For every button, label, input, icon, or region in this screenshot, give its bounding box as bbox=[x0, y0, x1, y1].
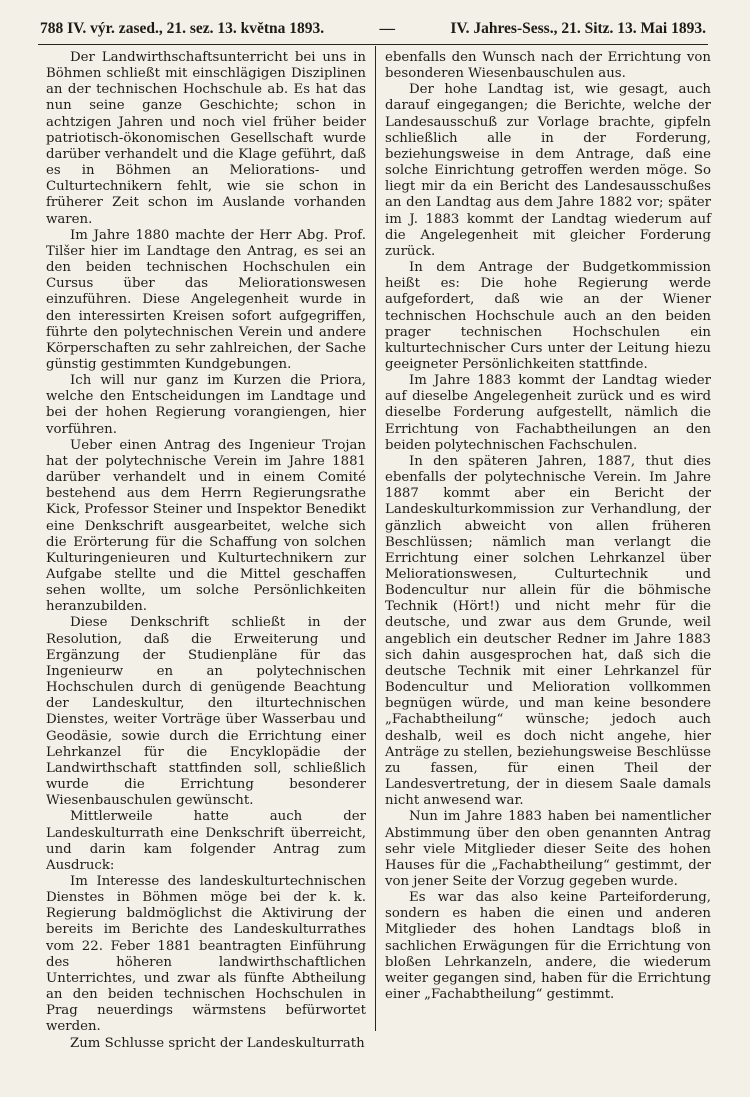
paragraph: Ich will nur ganz im Kurzen die Priora, welche den Entscheidungen im Landtage und bei der hohen Regierung vorangiengen, hier vorführen. bbox=[46, 373, 366, 437]
header-czech: 788 IV. výr. zased., 21. sez. 13. května 1893. bbox=[40, 20, 325, 37]
paragraph: Im Interesse des landeskulturtechnischen Dienstes in Böhmen möge bei der k. k. Regierung baldmöglichst die Aktivirung der bereits im Berichte des Landeskulturrathes vom 22. Feber 1881 beantragten Einführung des höheren landwirthschaftlichen Unterrichtes, und zwar als fünfte Abtheilung an den beiden technischen Hochschulen in Prag neuerdings wärmstens befürwortet werden. bbox=[46, 873, 366, 1035]
paragraph: In den späteren Jahren, 1887, thut dies ebenfalls der polytechnische Verein. Im Jahre 1887 kommt aber ein Bericht der Landeskulturkommission zur Verhandlung, der gänzlich abweicht von allen früheren Beschlüssen; nämlich man verlangt die Errichtung einer solchen Lehrkanzel über Meliorationswesen, Culturtechnik und Bodencultur nur allein für die böhmische Technik (Hört!) und nicht mehr für die deutsche, und zwar aus dem Grunde, weil angeblich ein deutscher Redner im Jahre 1883 sich dahin ausgesprochen hat, daß sich die deutsche Technik mit einer Lehrkanzel für Bodencultur und Melioration vollkommen begnügen würde, und man keine besondere „Fachabtheilung“ wünsche; jedoch auch deshalb, weil es doch nicht angehe, hier Anträge zu stellen, beziehungsweise Beschlüsse zu fassen, für einen Theil der Landesvertretung, der in diesem Saale damals nicht anwesend war. bbox=[385, 453, 711, 809]
right-column bbox=[385, 50, 711, 1003]
header-rule bbox=[38, 44, 708, 45]
paragraph: Zum Schlusse spricht der Landeskulturrath bbox=[70, 1035, 365, 1051]
header-separator: — bbox=[379, 20, 396, 37]
paragraph: Der Landwirthschaftsunterricht bei uns in Böhmen schließt mit einschlägigen Disziplinen an der technischen Hochschule ab. Es hat das nun seine ganze Geschichte; schon in achtzigen Jahren und noch viel früher beider patriotisch-ökonomischen Gesellschaft wurde darüber verhandelt und die Klage geführt, daß es in Böhmen an Meliorations- und Culturtechnikern fehlt, wie sie schon in früherer Zeit schon im Auslande vorhanden waren. bbox=[46, 50, 366, 227]
header-german: IV. Jahres-Sess., 21. Sitz. 13. Mai 1893. bbox=[450, 20, 706, 37]
paragraph: Nun im Jahre 1883 haben bei namentlicher Abstimmung über den oben genannten Antrag sehr viele Mitglieder dieser Seite des hohen Hauses für die „Fachabtheilung“ gestimmt, der von jener Seite der Vorzug gegeben wurde. bbox=[385, 809, 711, 889]
column-divider bbox=[375, 46, 376, 1031]
paragraph: Der hohe Landtag ist, wie gesagt, auch darauf eingegangen; die Berichte, welche der Landesausschuß zur Vorlage brachte, gipfeln schließlich alle in der Forderung, beziehungsweise in dem Antrage, daß eine solche Einrichtung getroffen werden möge. So liegt mir da ein Bericht des Landesausschußes an den Landtag aus dem Jahre 1882 vor; später im J. 1883 kommt der Landtag wiederum auf die Angelegenheit mit gleicher Forderung zurück. bbox=[385, 82, 711, 259]
paragraph: Mittlerweile hatte auch der Landeskulturrath eine Denkschrift überreicht, und darin kam folgender Antrag zum Ausdruck: bbox=[46, 809, 366, 873]
paragraph: Diese Denkschrift schließt in der Resolution, daß die Erweiterung und Ergänzung der Studienpläne für das Ingenieurw en an polytechnischen Hochschulen durch di genügende Beachtung der Landeskultur, den ilturtechnischen Dienstes, weiter Vorträge über Wasserbau und Geodäsie, sowie durch die Errichtung einer Lehrkanzel für die Encyklopädie der Landwirthschaft stattfinden soll, schließlich wurde die Errichtung besonderer Wiesenbauschulen gewünscht. bbox=[46, 615, 366, 809]
page-header bbox=[40, 20, 706, 38]
paragraph: In dem Antrage der Budgetkommission heißt es: Die hohe Regierung werde aufgefordert, daß wie an der Wiener technischen Hochschule auch an den beiden prager technischen Hochschulen ein kulturtechnischer Curs unter der Leitung hiezu geeigneter Persönlichkeiten stattfinde. bbox=[385, 260, 711, 372]
paragraph: Im Jahre 1883 kommt der Landtag wieder auf dieselbe Angelegenheit zurück und es wird dieselbe Forderung aufgestellt, nämlich die Errichtung von Fachabtheilungen an den beiden polytechnischen Fachschulen. bbox=[385, 373, 711, 453]
paragraph: Im Jahre 1880 machte der Herr Abg. Prof. Tilšer hier im Landtage den Antrag, es sei an den beiden technischen Hochschulen ein Cursus über das Meliorationswesen einzuführen. Diese Angelegenheit wurde in den interessirten Kreisen sofort aufgegriffen, führte den polytechnischen Verein und andere Körperschaften zu sehr zahlreichen, der Sache günstig gestimmten Kundgebungen. bbox=[46, 227, 366, 372]
paragraph: Ueber einen Antrag des Ingenieur Trojan hat der polytechnische Verein im Jahre 1881 darüber verhandelt und in einem Comité bestehend aus dem Herrn Regierungsrathe Kick, Professor Steiner und Inspektor Benedikt eine Denkschrift ausgearbeitet, welche sich die Erörterung für die Schaffung von solchen Kulturingenieuren und Kulturtechnikern zur Aufgabe stellte und die Mittel geschaffen sehen wollte, um solche Persönlichkeiten heranzubilden. bbox=[46, 437, 366, 615]
paragraph: Es war das also keine Parteiforderung, sondern es haben die einen und anderen Mitglieder des hohen Landtags bloß in sachlichen Erwägungen für die Errichtung von bloßen Lehrkanzeln, andere, die wiederum weiter gegangen sind, haben für die Errichtung einer „Fachabtheilung“ gestimmt. bbox=[385, 890, 711, 1003]
paragraph: ebenfalls den Wunsch nach der Errichtung von besonderen Wiesenbauschulen aus. bbox=[385, 50, 711, 82]
left-column bbox=[46, 50, 366, 1052]
